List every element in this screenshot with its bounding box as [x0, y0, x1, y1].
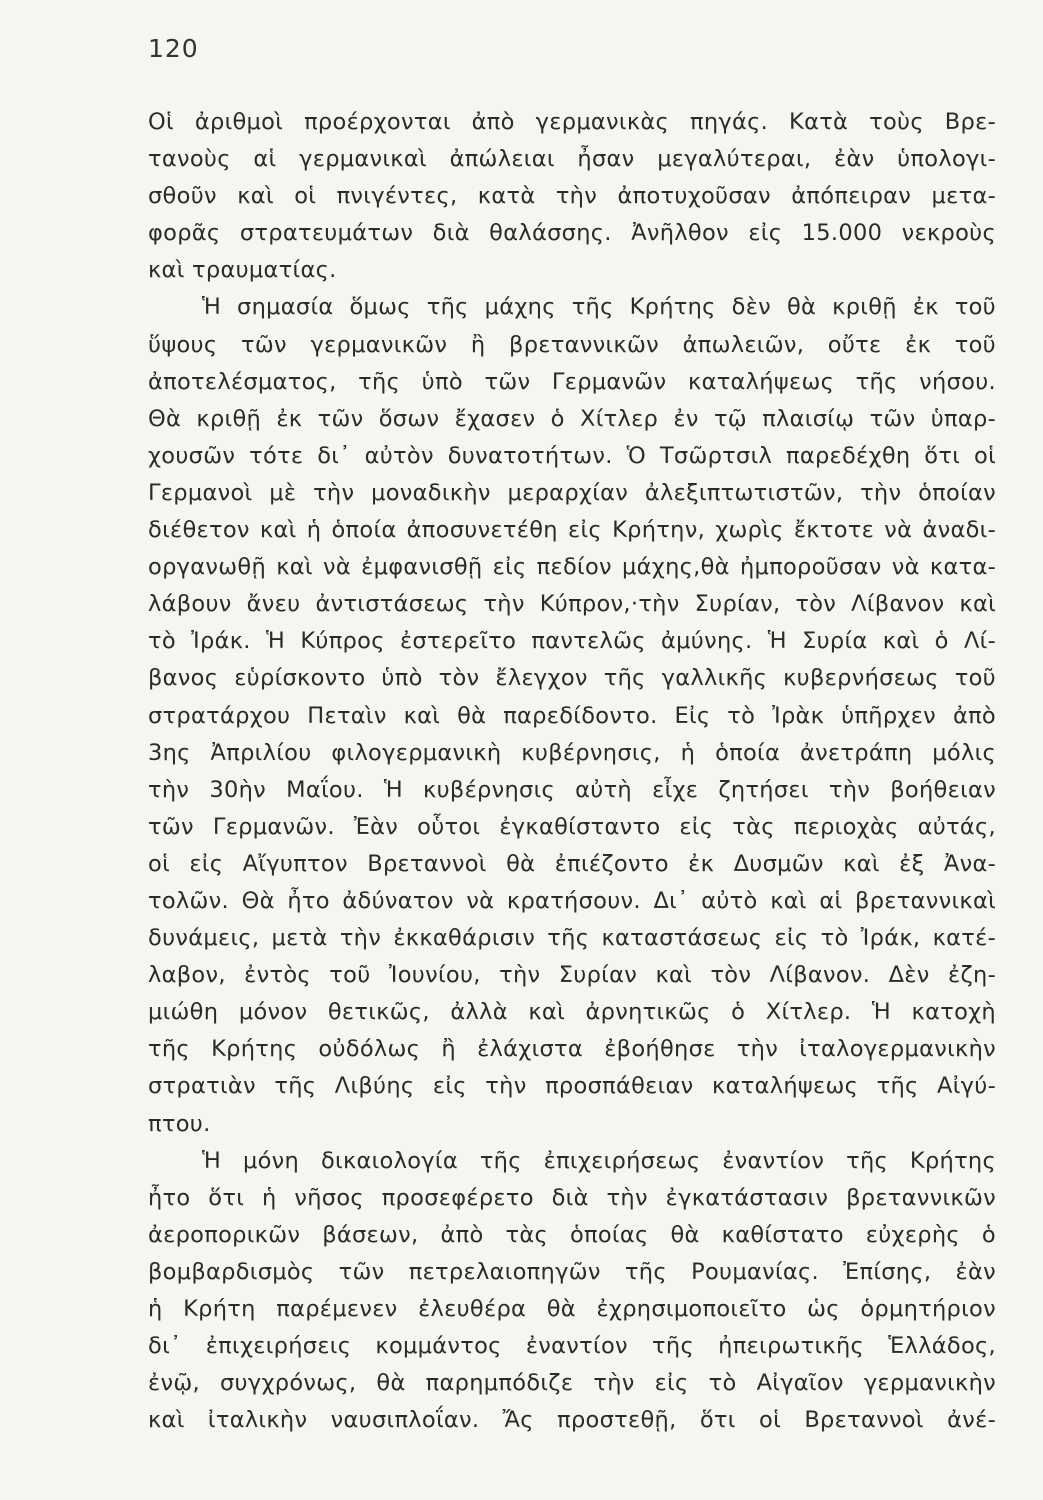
body-text — [148, 104, 996, 1439]
text-line: διέθετον καὶ ἡ ὁποία ἀποσυνετέθη εἰς Κρήτην, χωρὶς ἔκτοτε νὰ ἀναδι- — [148, 517, 996, 544]
text-line: μιώθη μόνον θετικῶς, ἀλλὰ καὶ ἀρνητικῶς ὁ Χίτλερ. Ἡ κατοχὴ — [148, 999, 996, 1026]
text-line: ἀποτελέσματος, τῆς ὑπὸ τῶν Γερμανῶν καταλήψεως τῆς νήσου. — [148, 368, 996, 395]
text-line: πτου. — [148, 1110, 211, 1137]
text-line: τὸ Ἰράκ. Ἡ Κύπρος ἐστερεῖτο παντελῶς ἀμύνης. Ἡ Συρία καὶ ὁ Λί- — [148, 628, 996, 655]
text-line: στρατάρχου Πεταὶν καὶ θὰ παρεδίδοντο. Εἰς τὸ Ἰρὰκ ὑπῆρχεν ἀπὸ — [148, 702, 996, 729]
text-line: τῆς Κρήτης οὐδόλως ἢ ἐλάχιστα ἐβοήθησε τὴν ἰταλογερμανικὴν — [148, 1036, 996, 1063]
text-line: Θὰ κριθῇ ἐκ τῶν ὅσων ἔχασεν ὁ Χίτλερ ἐν τῷ πλαισίῳ τῶν ὑπαρ- — [148, 405, 996, 432]
text-line: τανοὺς αἱ γερμανικαὶ ἀπώλειαι ἦσαν μεγαλύτεραι, ἐὰν ὑπολογι- — [148, 146, 996, 173]
text-line: Γερμανοὶ μὲ τὴν μοναδικὴν μεραρχίαν ἀλεξιπτωτιστῶν, τὴν ὁποίαν — [148, 479, 996, 506]
text-line: Οἱ ἀριθμοὶ προέρχονται ἀπὸ γερμανικὰς πηγάς. Κατὰ τοὺς Βρε- — [148, 109, 996, 135]
text-line: ἦτο ὅτι ἡ νῆσος προσεφέρετο διὰ τὴν ἐγκατάστασιν βρεταννικῶν — [148, 1184, 996, 1211]
text-line: χουσῶν τότε δι᾽ αὐτὸν δυνατοτήτων. Ὁ Τσῶρτσιλ παρεδέχθη ὅτι οἱ — [148, 442, 996, 469]
text-line: σθοῦν καὶ οἱ πνιγέντες, κατὰ τὴν ἀποτυχοῦσαν ἀπόπειραν μετα- — [148, 183, 996, 210]
text-line: καὶ τραυματίας. — [148, 257, 337, 284]
text-line: Ἡ μόνη δικαιολογία τῆς ἐπιχειρήσεως ἐναντίον τῆς Κρήτης — [202, 1147, 996, 1174]
page-number: 120 — [148, 34, 199, 63]
text-line: 3ης Ἀπριλίου φιλογερμανικὴ κυβέρνησις, ἡ ὁποία ἀνετράπη μόλις — [148, 739, 996, 766]
text-line: λάβουν ἄνευ ἀντιστάσεως τὴν Κύπρον,·τὴν Συρίαν, τὸν Λίβανον καὶ — [148, 591, 996, 618]
text-line: οργανωθῇ καὶ νὰ ἐμφανισθῇ εἰς πεδίον μάχης,θὰ ἠμποροῦσαν νὰ κατα- — [148, 554, 996, 581]
text-line: δι᾽ ἐπιχειρήσεις κομμάντος ἐναντίον τῆς ἠπειρωτικῆς Ἑλλάδος, — [148, 1333, 996, 1360]
text-line: λαβον, ἐντὸς τοῦ Ἰουνίου, τὴν Συρίαν καὶ τὸν Λίβανον. Δὲν ἐζη- — [148, 962, 996, 989]
text-line: Ἡ σημασία ὅμως τῆς μάχης τῆς Κρήτης δὲν θὰ κριθῇ ἐκ τοῦ — [202, 294, 996, 321]
text-line: ἡ Κρήτη παρέμενεν ἐλευθέρα θὰ ἐχρησιμοποιεῖτο ὡς ὁρμητήριον — [148, 1296, 996, 1322]
text-line: τῶν Γερμανῶν. Ἐὰν οὗτοι ἐγκαθίσταντο εἰς τὰς περιοχὰς αὐτάς, — [148, 813, 996, 840]
text-line: βανος εὑρίσκοντο ὑπὸ τὸν ἔλεγχον τῆς γαλλικῆς κυβερνήσεως τοῦ — [148, 665, 996, 692]
text-line: ὕψους τῶν γερμανικῶν ἢ βρεταννικῶν ἀπωλειῶν, οὔτε ἐκ τοῦ — [148, 331, 996, 358]
text-line: οἱ εἰς Αἴγυπτον Βρεταννοὶ θὰ ἐπιέζοντο ἐκ Δυσμῶν καὶ ἐξ Ἀνα- — [148, 850, 996, 877]
text-line: τολῶν. Θὰ ἦτο ἀδύνατον νὰ κρατήσουν. Δι᾽ αὐτὸ καὶ αἱ βρεταννικαὶ — [148, 887, 996, 914]
text-line: ἐνῷ, συγχρόνως, θὰ παρημπόδιζε τὴν εἰς τὸ Αἰγαῖον γερμανικὴν — [148, 1370, 996, 1397]
text-line: ἀεροπορικῶν βάσεων, ἀπὸ τὰς ὁποίας θὰ καθίστατο εὐχερὴς ὁ — [148, 1221, 996, 1248]
text-line: τὴν 30ὴν Μαΐου. Ἡ κυβέρνησις αὐτὴ εἶχε ζητήσει τὴν βοήθειαν — [148, 776, 996, 803]
text-line: στρατιὰν τῆς Λιβύης εἰς τὴν προσπάθειαν καταλήψεως τῆς Αἰγύ- — [148, 1073, 996, 1100]
text-line: δυνάμεις, μετὰ τὴν ἐκκαθάρισιν τῆς καταστάσεως εἰς τὸ Ἰράκ, κατέ- — [148, 925, 996, 952]
text-line: βομβαρδισμὸς τῶν πετρελαιοπηγῶν τῆς Ρουμανίας. Ἐπίσης, ἐὰν — [148, 1258, 996, 1285]
text-line: καὶ ἰταλικὴν ναυσιπλοΐαν. Ἄς προστεθῇ, ὅτι οἱ Βρεταννοὶ ἀνέ- — [148, 1407, 996, 1434]
text-line: φορᾶς στρατευμάτων διὰ θαλάσσης. Ἀνῆλθον εἰς 15.000 νεκροὺς — [148, 220, 996, 247]
